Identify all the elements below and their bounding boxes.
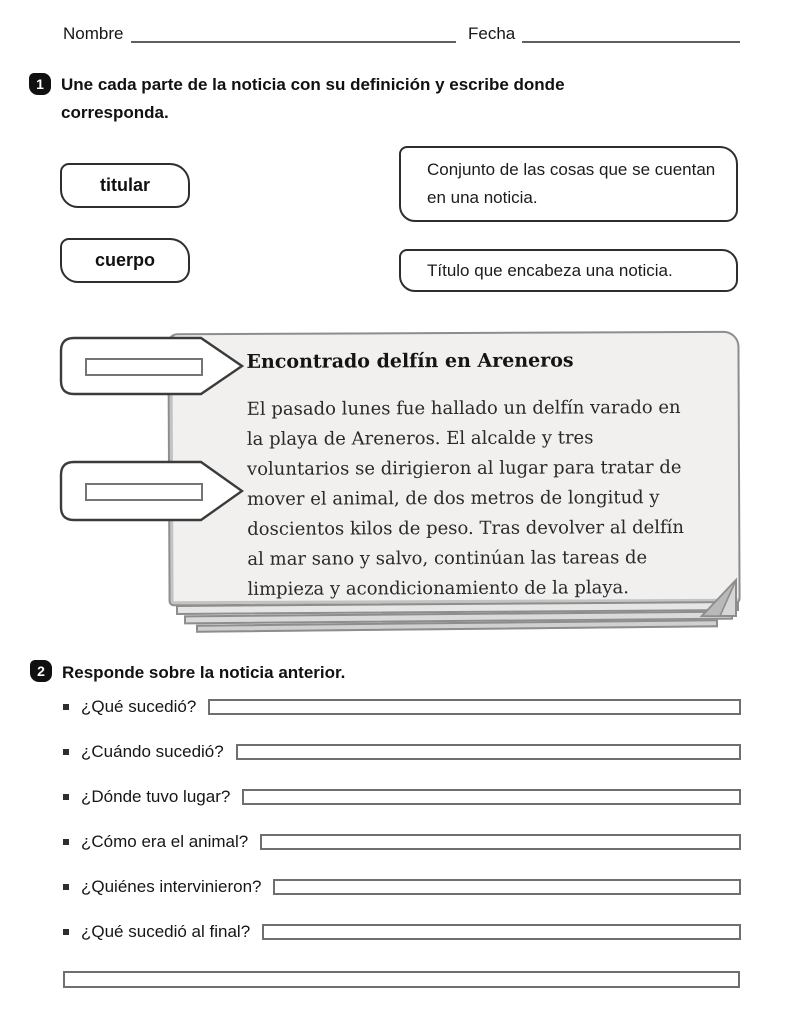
bullet-icon [63, 704, 69, 710]
question-row [63, 876, 741, 898]
answer-box[interactable] [262, 924, 741, 940]
question-row [63, 921, 741, 943]
folded-corner-icon [698, 576, 742, 622]
question-label: ¿Cómo era el animal? [81, 832, 249, 851]
definition-text: Título que encabeza una noticia. [427, 260, 673, 280]
definition-box-body[interactable] [399, 146, 738, 222]
question-row [63, 831, 741, 853]
exercise2-instruction: Responde sobre la noticia anterior. [62, 663, 346, 682]
question-row [63, 786, 741, 808]
part-tab-titular[interactable]: titular [60, 163, 190, 208]
bullet-icon [63, 749, 69, 755]
definition-box-headline[interactable] [399, 249, 738, 292]
date-label: Fecha [468, 24, 516, 43]
exercise2-number-badge: 2 [30, 660, 52, 682]
bullet-icon [63, 929, 69, 935]
question-label: ¿Quiénes intervinieron? [81, 877, 262, 896]
write-in-box[interactable] [86, 359, 202, 375]
question-label: ¿Qué sucedió? [81, 697, 197, 716]
answer-box[interactable] [236, 744, 741, 760]
exercise1-instruction: Une cada parte de la noticia con su definición y escribe donde corresponda. [61, 75, 565, 122]
answer-box[interactable] [242, 789, 741, 805]
name-write-line[interactable] [131, 23, 456, 43]
question-label: ¿Qué sucedió al final? [81, 922, 251, 941]
date-write-line[interactable] [522, 23, 740, 43]
label-pointer-tag-body[interactable] [58, 460, 244, 522]
news-title: Encontrado delfín en Areneros [246, 349, 574, 373]
write-in-box[interactable] [86, 484, 202, 500]
exercise1-number-badge: 1 [29, 73, 51, 95]
bullet-icon [63, 794, 69, 800]
question-row [63, 741, 741, 763]
news-body: El pasado lunes fue hallado un delfín varado en la playa de Areneros. El alcalde y tres voluntarios se dirigieron al lugar para tratar de mover el animal, de dos metros de longitud y doscientos kilos de peso. Tras devolver al delfín al mar sano y salvo, continúan las tareas de limpieza y acondicionamiento de la playa. [246, 397, 685, 600]
answer-box[interactable] [208, 699, 741, 715]
part-tab-cuerpo[interactable]: cuerpo [60, 238, 190, 283]
question-label: ¿Cuándo sucedió? [81, 742, 224, 761]
answer-box[interactable] [260, 834, 741, 850]
question-row [63, 696, 741, 718]
name-label: Nombre [63, 24, 124, 43]
answer-box[interactable] [273, 879, 741, 895]
label-pointer-tag-headline[interactable] [58, 336, 244, 396]
bullet-icon [63, 884, 69, 890]
question-label: ¿Dónde tuvo lugar? [81, 787, 231, 806]
bullet-icon [63, 839, 69, 845]
news-article-card [167, 331, 740, 606]
question-list [63, 696, 741, 966]
definition-text: Conjunto de las cosas que se cuentan en una noticia. [427, 160, 716, 207]
final-answer-box[interactable] [63, 971, 740, 988]
